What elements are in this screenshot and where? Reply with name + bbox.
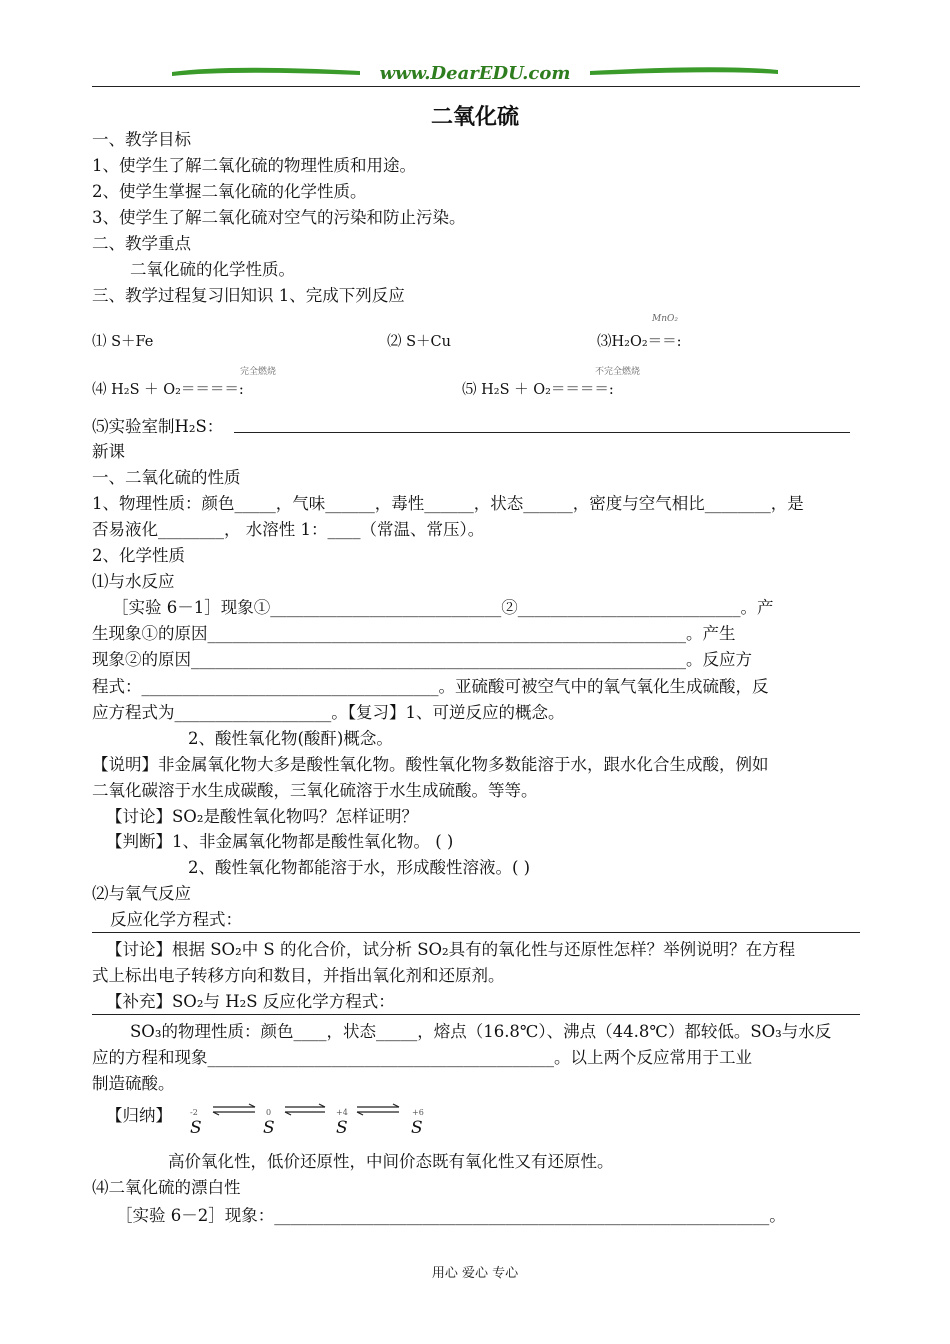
text-line: 新课	[92, 442, 125, 461]
condition-label: 不完全燃烧	[595, 367, 641, 377]
page-footer: 用心 爱心 专心	[431, 1266, 519, 1281]
text-line: 【讨论】根据 SO₂中 S 的化合价，试分析 SO₂具有的氧化性与还原性怎样？举例说明？在方程	[106, 940, 796, 959]
reaction-1: ⑴ S＋Fe	[92, 334, 154, 350]
answer-line	[92, 932, 860, 933]
text-line: 【讨论】SO₂是酸性氧化物吗？怎样证明？	[106, 807, 418, 826]
text-line: ［实验 6－1］现象①____________________________②___________________________。产	[112, 598, 774, 617]
text-line: 1、物理性质：颜色_____，气味______，毒性______，状态______，密度与空气相比________，是	[92, 494, 804, 513]
text-line: ［实验 6－2］现象：____________________________________________________________。	[116, 1206, 786, 1225]
text-line: 反应化学方程式：	[110, 910, 242, 929]
text-line: 制造硫酸。	[92, 1074, 175, 1093]
text-line: 二氧化碳溶于水生成碳酸，三氧化硫溶于水生成硫酸。等等。	[92, 781, 538, 800]
text-line: 2、使学生掌握二氧化硫的化学性质。	[92, 182, 367, 201]
text-line: SO₃的物理性质：颜色____，状态_____，熔点（16.8℃）、沸点（44.8℃）都较低。SO₃与水反	[130, 1022, 832, 1041]
reaction-5: ⑸ H₂S ＋ O₂＝＝＝＝:	[462, 382, 614, 398]
text-line: 生现象①的原因__________________________________________________________。产生	[92, 624, 736, 643]
text-line: 一、教学目标	[92, 130, 191, 149]
text-line: 二、教学重点	[92, 234, 191, 253]
reaction-3: ⑶H₂O₂＝＝:	[597, 334, 682, 350]
text-line: 1、使学生了解二氧化硫的物理性质和用途。	[92, 156, 416, 175]
text-line: 【归纳】	[106, 1106, 172, 1125]
catalyst-label: MnO₂	[652, 314, 678, 324]
condition-label: 完全燃烧	[240, 367, 277, 377]
site-name: www.DearEDU.com	[379, 63, 571, 84]
text-line: 2、酸性氧化物(酸酐)概念。	[188, 729, 393, 748]
text-line: 高价氧化性，低价还原性，中间价态既有氧化性又有还原性。	[168, 1152, 614, 1171]
text-line: 现象②的原因____________________________________________________________。反应方	[92, 650, 752, 669]
text-line: 应方程式为___________________。【复习】1、可逆反应的概念。	[92, 703, 565, 722]
equilibrium-arrows	[205, 1102, 415, 1118]
text-line: ⑷二氧化硫的漂白性	[92, 1178, 241, 1197]
text-line: 【补充】SO₂与 H₂S 反应化学方程式：	[106, 992, 395, 1011]
text-line: 三、教学过程复习旧知识 1、完成下列反应	[92, 286, 405, 305]
text-line: 程式：____________________________________。亚硫酸可被空气中的氧气氧化生成硫酸，反	[92, 677, 769, 696]
text-line: 3、使学生了解二氧化硫对空气的污染和防止污染。	[92, 208, 466, 227]
page-title: 二氧化硫	[430, 105, 519, 130]
site-logo	[170, 62, 780, 84]
answer-line	[234, 432, 850, 433]
text-line: 式上标出电子转移方向和数目，并指出氧化剂和还原剂。	[92, 966, 505, 985]
text-line: 一、二氧化硫的性质	[92, 468, 241, 487]
text-line: 【判断】1、非金属氧化物都是酸性氧化物。 ( )	[106, 832, 454, 851]
text-line: 2、酸性氧化物都能溶于水，形成酸性溶液。( )	[188, 858, 531, 877]
text-line: 应的方程和现象__________________________________________。以上两个反应常用于工业	[92, 1048, 752, 1067]
text-line: 【说明】非金属氧化物大多是酸性氧化物。酸性氧化物多数能溶于水，跟水化合生成酸，例如	[92, 755, 769, 774]
text-line: 2、化学性质	[92, 546, 185, 565]
text-line: ⑸实验室制H₂S：	[92, 417, 224, 436]
text-line: 二氧化硫的化学性质。	[130, 260, 295, 279]
header-divider	[92, 86, 860, 87]
text-line: 否易液化________， 水溶性 1：____（常温、常压）。	[92, 520, 485, 539]
text-line: ⑴与水反应	[92, 572, 175, 591]
reaction-4: ⑷ H₂S ＋ O₂＝＝＝＝:	[92, 382, 244, 398]
reaction-2: ⑵ S＋Cu	[387, 334, 451, 350]
text-line: ⑵与氧气反应	[92, 884, 191, 903]
answer-line	[92, 1014, 860, 1015]
